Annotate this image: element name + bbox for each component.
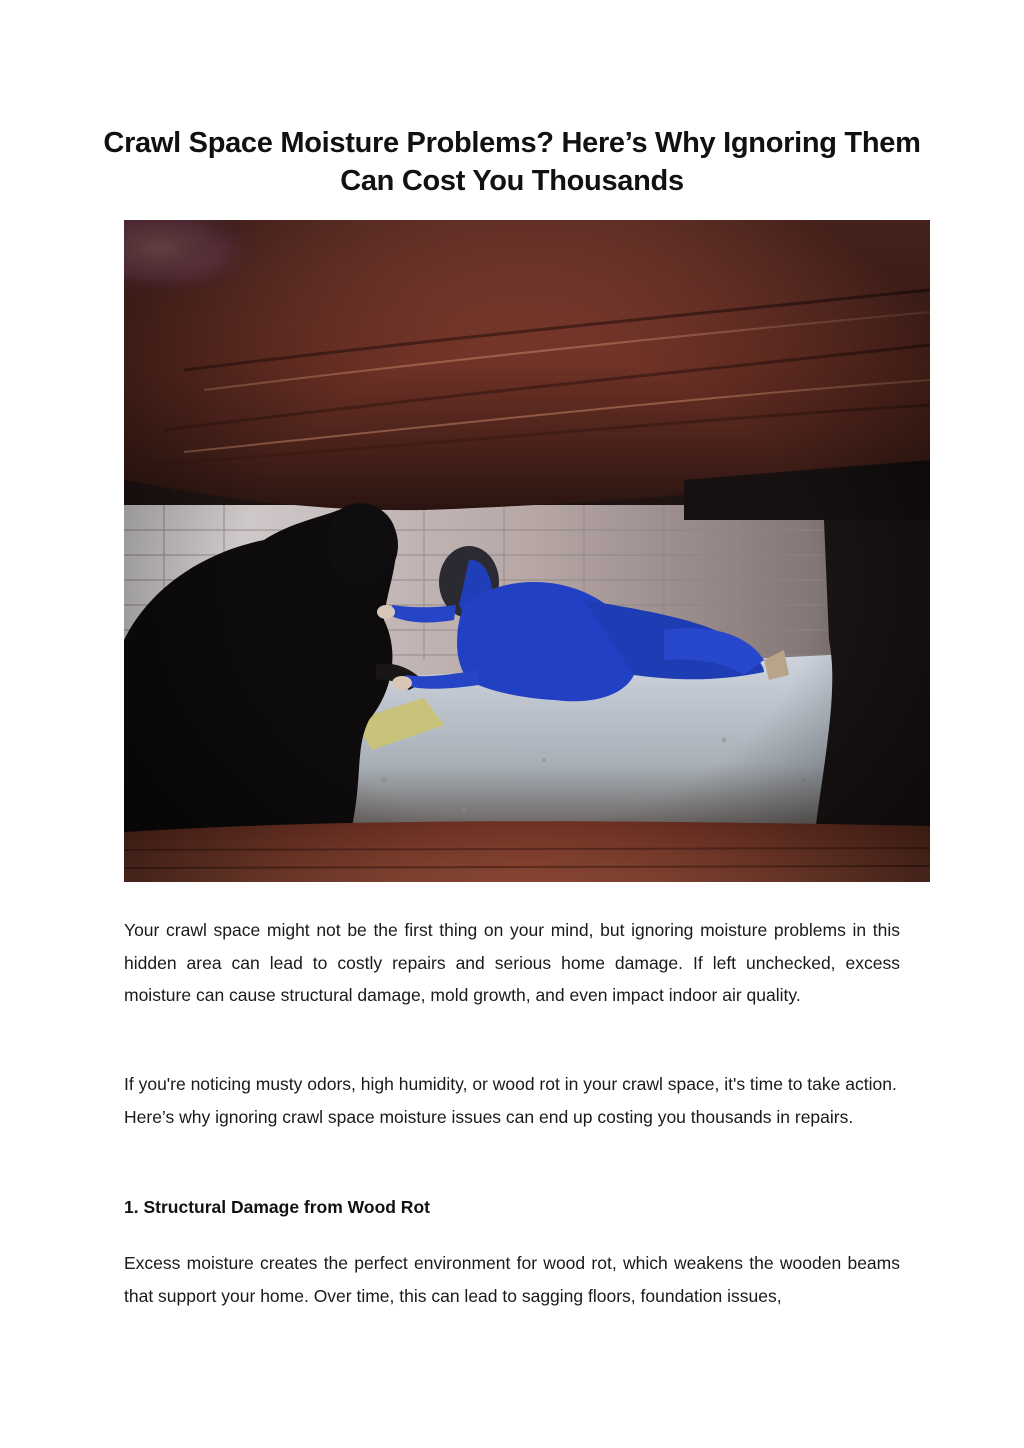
section-paragraph: Excess moisture creates the perfect environment for wood rot, which weakens the wooden beams that support your home. Over time, this can lead to sagging floors, foundation issues, [124,1253,900,1306]
action-paragraph: If you're noticing musty odors, high humidity, or wood rot in your crawl space, it's time to take action. Here’s why ignoring crawl space moisture issues can end up costing you thousands in repairs. [124,1074,897,1127]
crawl-space-photo [124,220,930,882]
intro-paragraph: Your crawl space might not be the first thing on your mind, but ignoring moisture problems in this hidden area can lead to costly repairs and serious home damage. If left unchecked, excess moisture can cause structural damage, mold growth, and even impact indoor air quality. [124,920,900,1005]
section-heading: 1. Structural Damage from Wood Rot [124,1197,430,1217]
article-title: Crawl Space Moisture Problems? Here’s Why Ignoring Them Can Cost You Thousands [103,127,921,197]
crawl-space-photo-illustration [124,220,930,882]
